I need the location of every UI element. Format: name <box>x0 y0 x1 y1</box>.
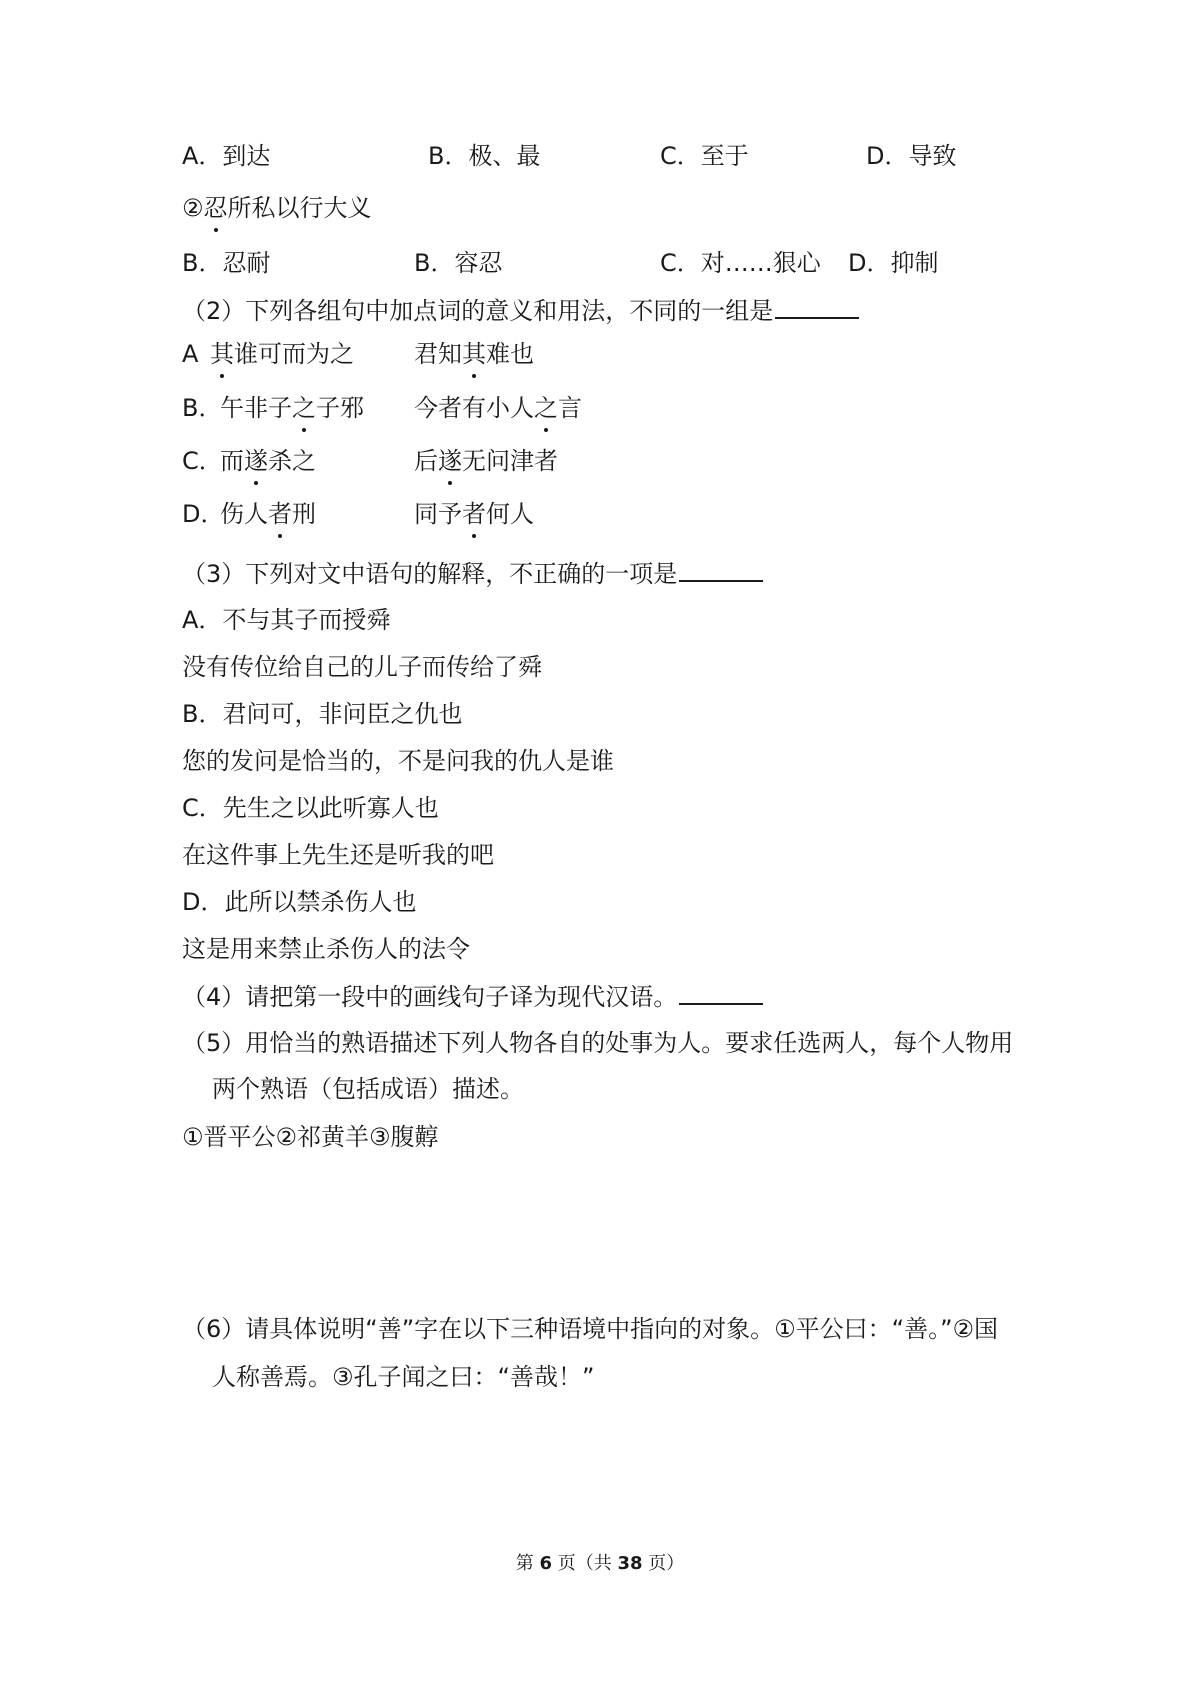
text: 杀之 <box>268 447 316 475</box>
q1-2-sentence <box>182 192 372 224</box>
q4-stem <box>182 981 763 1013</box>
text: 午非子 <box>220 394 292 422</box>
q2-row-d-label: D． <box>182 500 225 528</box>
q1-2-rest: 所私以行大义 <box>227 194 372 222</box>
q2-row-c-left <box>220 445 316 477</box>
q2-row-a-label: A <box>182 340 199 368</box>
q1-1-option-b: B．极、最 <box>428 142 541 170</box>
dotted-word: 遂 <box>244 447 268 475</box>
page-footer <box>0 1552 1200 1576</box>
total-pages: 38 <box>617 1553 643 1574</box>
q1-2-option-b1: B．忍耐 <box>182 249 271 277</box>
footer-prefix: 第 <box>515 1553 534 1574</box>
text: 何人 <box>486 500 534 528</box>
dotted-word: 遂 <box>438 447 462 475</box>
answer-blank <box>775 295 859 319</box>
text: 伤人 <box>220 500 268 528</box>
q2-row-c-label: C． <box>182 447 223 475</box>
dotted-word: 者 <box>268 500 292 528</box>
q6-line1: （6）请具体说明“善”字在以下三种语境中指向的对象。①平公曰：“善。”②国 <box>182 1315 999 1343</box>
footer-suffix: 页） <box>648 1553 685 1574</box>
q5-people: ①晋平公②祁黄羊③腹䵍 <box>182 1123 439 1151</box>
q5-line2: 两个熟语（包括成语）描述。 <box>212 1075 524 1103</box>
footer-middle: 页（共 <box>557 1553 612 1574</box>
q5-line1: （5）用恰当的熟语描述下列人物各自的处事为人。要求任选两人，每个人物用 <box>182 1029 1014 1057</box>
answer-blank <box>679 558 763 582</box>
q2-row-b-label: B． <box>182 394 223 422</box>
q1-1-option-c: C．至于 <box>660 142 749 170</box>
q1-1-option-d: D．导致 <box>866 142 957 170</box>
dotted-word: 者 <box>462 500 486 528</box>
dotted-word: 之 <box>534 394 558 422</box>
q2-row-b-right <box>414 392 582 424</box>
q3-item-d-explain: 这是用来禁止杀伤人的法令 <box>182 935 470 963</box>
text: 言 <box>558 394 582 422</box>
q1-1-option-a: A．到达 <box>182 142 271 170</box>
q3-stem-text: （3）下列对文中语句的解释，不正确的一项是 <box>182 560 678 588</box>
text: 子邪 <box>316 394 364 422</box>
q1-2-option-d: D．抑制 <box>848 249 939 277</box>
dotted-word: 其 <box>462 340 486 368</box>
q3-item-a-sentence: A．不与其子而授舜 <box>182 606 391 634</box>
q2-row-d-right <box>414 498 534 530</box>
q2-row-d-left <box>220 498 316 530</box>
dotted-word: 之 <box>292 394 316 422</box>
q3-item-d-sentence: D．此所以禁杀伤人也 <box>182 888 417 916</box>
text: 同予 <box>414 500 462 528</box>
q1-2-prefix: ② <box>182 194 204 222</box>
q2-stem-text: （2）下列各组句中加点词的意义和用法，不同的一组是 <box>182 297 774 325</box>
text: 无问津者 <box>462 447 558 475</box>
text: 后 <box>414 447 438 475</box>
text: 君知 <box>414 340 462 368</box>
text: 难也 <box>486 340 534 368</box>
text: 而 <box>220 447 244 475</box>
q3-item-a-explain: 没有传位给自己的儿子而传给了舜 <box>182 653 542 681</box>
text: 刑 <box>292 500 316 528</box>
text: 今者有小人 <box>414 394 534 422</box>
dotted-word: 忍 <box>203 194 228 222</box>
q3-item-b-explain: 您的发问是恰当的，不是问我的仇人是谁 <box>182 747 614 775</box>
q3-item-c-explain: 在这件事上先生还是听我的吧 <box>182 841 494 869</box>
q2-row-c-right <box>414 445 558 477</box>
q2-row-b-left <box>220 392 364 424</box>
q2-stem <box>182 295 859 327</box>
q6-line2: 人称善焉。③孔子闻之曰：“善哉！” <box>212 1363 595 1391</box>
q3-stem <box>182 558 763 590</box>
text: 谁可而为之 <box>234 340 354 368</box>
page-number: 6 <box>539 1553 552 1574</box>
q2-row-a-right <box>414 338 534 370</box>
q3-item-c-sentence: C．先生之以此听寡人也 <box>182 794 439 822</box>
q1-2-option-b2: B．容忍 <box>414 249 503 277</box>
q3-item-b-sentence: B．君问可，非问臣之仇也 <box>182 700 463 728</box>
dotted-word: 其 <box>210 340 234 368</box>
q1-2-option-c: C．对……狠心 <box>660 249 821 277</box>
q4-stem-text: （4）请把第一段中的画线句子译为现代汉语。 <box>182 983 678 1011</box>
answer-blank <box>679 981 763 1005</box>
q2-row-a-left <box>210 338 354 370</box>
